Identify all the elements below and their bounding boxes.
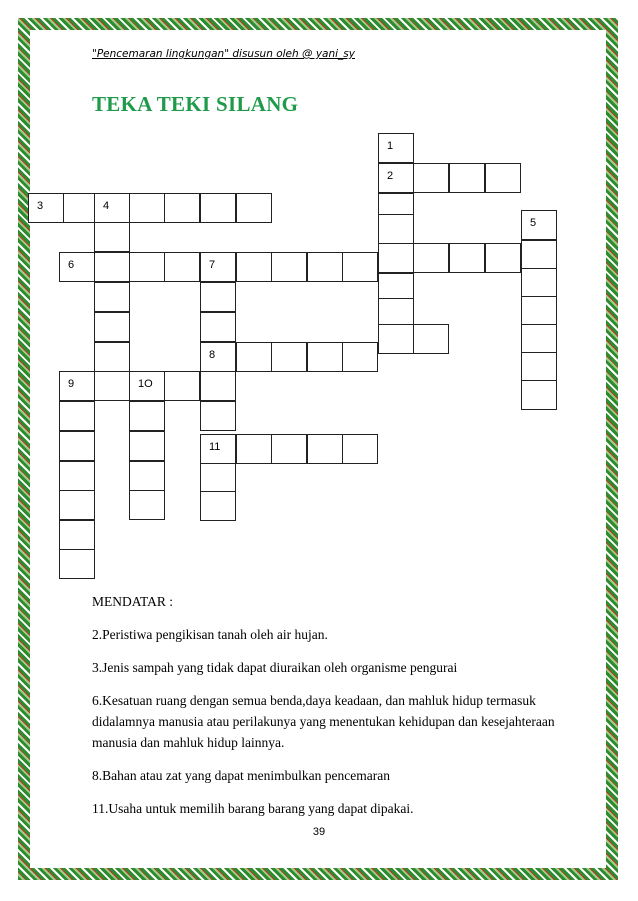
crossword-cell[interactable] [413, 243, 449, 273]
crossword-cell[interactable] [271, 342, 307, 372]
crossword-cell[interactable] [28, 193, 64, 223]
crossword-cell[interactable] [200, 193, 236, 223]
crossword-cell[interactable] [378, 133, 414, 163]
crossword-cell[interactable] [413, 324, 449, 354]
crossword-cell[interactable] [342, 434, 378, 464]
crossword-cell[interactable] [342, 342, 378, 372]
crossword-cell[interactable] [129, 252, 165, 282]
crossword-cell[interactable] [236, 193, 272, 223]
clue-item: 8.Bahan atau zat yang dapat menimbulkan pencemaran [92, 768, 391, 783]
crossword-cell[interactable] [307, 252, 343, 282]
crossword-cell[interactable] [59, 520, 95, 550]
clue-number-2: 2 [387, 170, 394, 182]
crossword-cell[interactable] [307, 434, 343, 464]
clue-number-9: 9 [68, 378, 75, 390]
crossword-cell[interactable] [449, 243, 485, 273]
crossword-cell[interactable] [59, 401, 95, 431]
crossword-cell[interactable] [413, 163, 449, 193]
crossword-cell[interactable] [521, 210, 557, 240]
crossword-cell[interactable] [485, 243, 521, 273]
crossword-cell[interactable] [378, 324, 414, 354]
crossword-cell[interactable] [129, 490, 165, 520]
crossword-cell[interactable] [200, 312, 236, 342]
crossword-cell[interactable] [200, 434, 236, 464]
clue-number-3: 3 [37, 200, 44, 212]
clue-number-4: 4 [103, 200, 110, 212]
crossword-cell[interactable] [59, 490, 95, 520]
crossword-cell[interactable] [521, 352, 557, 382]
crossword-cell[interactable] [378, 214, 414, 244]
crossword-cell[interactable] [129, 401, 165, 431]
clue-list [92, 594, 582, 831]
clue-number-5: 5 [530, 217, 537, 229]
crossword-cell[interactable] [307, 342, 343, 372]
clue-number-6: 6 [68, 259, 75, 271]
crossword-cell[interactable] [164, 252, 200, 282]
crossword-cell[interactable] [236, 342, 272, 372]
crossword-cell[interactable] [94, 371, 130, 401]
clue-heading-across: MENDATAR : [92, 594, 174, 609]
crossword-cell[interactable] [164, 371, 200, 401]
page-title: TEKA TEKI SILANG [92, 92, 299, 116]
clue-number-8: 8 [209, 349, 216, 361]
crossword-cell[interactable] [129, 371, 165, 401]
crossword-cell[interactable] [59, 549, 95, 579]
crossword-cell[interactable] [200, 252, 236, 282]
crossword-cell[interactable] [59, 252, 95, 282]
crossword-cell[interactable] [59, 461, 95, 491]
clue-number-1: 1 [387, 140, 394, 152]
crossword-cell[interactable] [129, 193, 165, 223]
crossword-cell[interactable] [271, 252, 307, 282]
crossword-cell[interactable] [129, 461, 165, 491]
clue-number-11: 11 [209, 441, 221, 453]
crossword-cell[interactable] [378, 163, 414, 193]
crossword-cell[interactable] [94, 312, 130, 342]
clue-item: 11.Usaha untuk memilih barang barang yang dapat dipakai. [92, 801, 414, 816]
crossword-cell[interactable] [378, 243, 414, 273]
crossword-cell[interactable] [521, 268, 557, 298]
crossword-cell[interactable] [271, 434, 307, 464]
crossword-cell[interactable] [200, 282, 236, 312]
crossword-cell[interactable] [521, 240, 557, 270]
crossword-cell[interactable] [94, 193, 130, 223]
crossword-cell[interactable] [200, 342, 236, 372]
clue-item: 3.Jenis sampah yang tidak dapat diuraikan oleh organisme pengurai [92, 660, 458, 675]
crossword-cell[interactable] [94, 252, 130, 282]
crossword-cell[interactable] [94, 342, 130, 372]
page-number: 39 [312, 826, 326, 838]
crossword-cell[interactable] [129, 431, 165, 461]
crossword-cell[interactable] [236, 434, 272, 464]
crossword-cell[interactable] [164, 193, 200, 223]
crossword-cell[interactable] [521, 380, 557, 410]
crossword-cell[interactable] [521, 296, 557, 326]
crossword-cell[interactable] [59, 431, 95, 461]
crossword-cell[interactable] [236, 252, 272, 282]
crossword-cell[interactable] [449, 163, 485, 193]
crossword-cell[interactable] [485, 163, 521, 193]
crossword-cell[interactable] [521, 324, 557, 354]
crossword-cell[interactable] [94, 222, 130, 252]
crossword-cell[interactable] [59, 371, 95, 401]
page-header: "Pencemaran lingkungan" disusun oleh @ yani_sy [92, 48, 355, 60]
crossword-cell[interactable] [200, 463, 236, 493]
crossword-cell[interactable] [200, 491, 236, 521]
crossword-cell[interactable] [94, 282, 130, 312]
clue-item: 6.Kesatuan ruang dengan semua benda,daya keadaan, dan mahluk hidup termasuk didalamnya manusia atau perilakunya yang menentukan kehidupan dan kesejahteraan manusia dan mahluk hidup lainnya. [92, 693, 555, 750]
crossword-cell[interactable] [200, 371, 236, 401]
clue-number-7: 7 [209, 259, 216, 271]
crossword-cell[interactable] [200, 401, 236, 431]
crossword-cell[interactable] [342, 252, 378, 282]
clue-item: 2.Peristiwa pengikisan tanah oleh air hujan. [92, 627, 328, 642]
clue-number-10: 1O [138, 378, 153, 390]
